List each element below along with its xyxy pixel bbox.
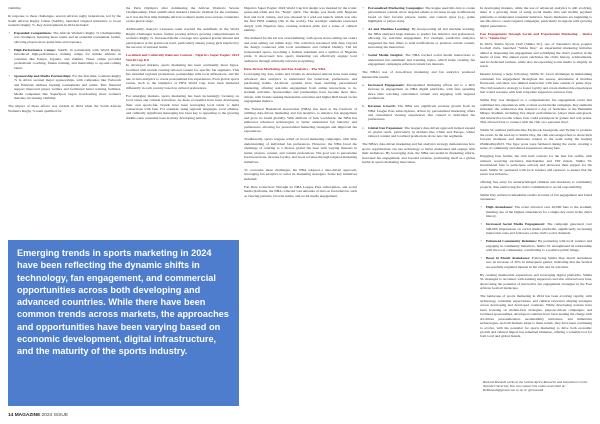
bullet-text: By incorporating AI and machine learning, the NBA analyzed large datasets to predict fan behavior and preferences, allowing for real-time engagement. For example, predictive analytics suggested the best times to send notifications or promote certain content, increasing fan interaction.	[368, 27, 475, 50]
bullet-title: Personalized Marketing Campaigns:	[368, 6, 424, 10]
numbered-item: c. Global Fan Expansion: The league's data-driven approach helped expand its global reach, particularly in markets like China and Europe, where tailored content and localized promotions drove new fan segments.	[362, 125, 475, 139]
numbered-text: The league's data-driven approach helped expand its global reach, particularly in markets like China and Europe, where tailored content and localized promotions drove new fan segments.	[368, 125, 475, 139]
bullet-title: Increased Social Media Engagement:	[486, 222, 546, 227]
paragraph: Engaging fans further, the club held contests for the best fan outfits, with winners receiving exclusive merchandise and VIP tickets. Simba SC incentivized fans to participate actively and showcase their support for the team. Simba SC partnered with local vendors and sponsors to ensure that the event was inclusive,	[480, 154, 592, 177]
paragraph: In developed markets, sports marketing has been continually more hyper-localized with brands creating tailored content for specific fan segments. This has included regional promotions, partnerships with local influencers, and the use of data analytics to create personalized fan experiences. Even global sports events, such as the Olympics or FIFA World Cup, have been marketed differently in each country based on cultural preferences.	[126, 63, 239, 90]
column-2	[126, 6, 239, 124]
numbered-text: The NBA saw significant revenue growth from its NBA League Pass subscriptions, driven by personalized marketing offers and customized viewing experiences that catered to individual fan preferences.	[368, 104, 475, 122]
bullet-item	[480, 222, 592, 235]
bullet-item	[480, 205, 592, 218]
bullet-text: By partnering with local vendors and engaging in community initiatives, Simba SC strengthened its relationship with the local community, contributing to a positive public image.	[486, 239, 592, 252]
paragraph: Nigeria's Super Eagles' 2024 World Cup Kit design was inspired by the iconic green-and-white and the "Naija" spirit. The design was made with Nigerian flair and local culture, and was released in a sold-out launch, which was also the first FIFA ranking (5th in the world). The nostalgic elements resonated deeply with Nigerian fans, evoking national pride and a sense of cultural identity.	[244, 6, 357, 33]
bullet-title: Boost in Match Attendance:	[486, 256, 531, 261]
bullet-title: High Attendance:	[486, 205, 514, 210]
pull-quote-text: Emerging trends in sports marketing in 2024 have been reflecting the dynamic shifts in technology, fan engagement, and commercial opportunities across both developing and advanced countries. While there have been common trends across markets, the approaches and opportunities have been varying based on economic development, digital infrastructure, and the maturity of the sports industry.	[17, 248, 229, 357]
bullet-title: Expanded Competitions:	[14, 31, 52, 35]
page-footer	[8, 413, 68, 418]
paragraph: Traditionally, sports leagues relied on broad marketing campaigns, with little understanding of individual fan preferences. However, the NBA faced the challenge of catering to a diverse global fan base with varying interests in teams, players, content, and content preferences. The goal was to personalize fan interactions, increase loyalty, and boost revenue through targeted marketing initiatives.	[244, 137, 357, 164]
section-heading: Localized and Culturally Relevant Content - Nigeria's Super Eagles' 2024 World Cup Kit	[126, 53, 239, 62]
bullet-text: The campaign generated over 500,000 impressions on social media platforms, significantly increasing interaction rates and followers on the club's social channels.	[486, 222, 592, 236]
paragraph: Leveraging big data, teams and brands in developed nations have been using advanced data analytics to understand fan behaviour, preferences, and purchasing habits. AI-driven systems have been enabling personalized marketing, offering real-time engagement from online interactions to in-stadium activities. Sponsorships and partnerships have become more data-driven, with brands seeking measurable outcomes and higher ROI based on fan engagement metrics.	[244, 72, 357, 103]
paragraph: To overcome these challenges, the NBA adopted a data-driven approach, leveraging fan analytics to tailor its marketing strategies. Some key initiatives included:	[244, 167, 357, 181]
bullet-text: For the first time, women's Rugby 7s in Africa secured major sponsorships, with companies like Vodacom and Emirates Airlines backing tournaments and teams. This financial support improved player welfare and facilitated better training facilities. Media companies like SuperSport began broadcasting more women's matches, increasing visibility.	[14, 73, 121, 101]
page-number: 14	[8, 413, 14, 418]
paragraph: the Paris Olympics after dominating the African Women's Sevens Championship. Their qualification marked a historic moment for the continent, as it was the first time multiple African women's teams were serious contenders on the global stage.	[126, 6, 239, 24]
column-5	[480, 6, 592, 343]
numbered-item: a. Increased Engagement: Personalized marketing efforts led to a 40% increase in engagement on NBA digital platforms, with fans spending more time watching customized content and engaging with targeted promotions.	[362, 82, 475, 101]
bullet-title: Enhanced Community Relations:	[486, 239, 537, 244]
numbered-title: Increased Engagement:	[368, 82, 405, 87]
paragraph: Simba Day was designed as a comprehensive fan engagement event that combined live experiences with a robust social media campaign. Key elements included: the celebration that featured a day of festivities at the Benjamin Mkapa Stadium, including live music performances, player meet-and-greets, and interactive booths where fans could participate in games and win prizes. This allowed fans to connect with the club on a personal level.	[480, 98, 592, 125]
bullet-title: Social Media Insights:	[368, 53, 404, 58]
paragraph: By creating memorable experiences and leveraging digital platforms, Simba SC managed to reconnect with existing supporters and also attracted new fans, showcasing the potential of innovative fan engagement strategies in the East African football landscape.	[480, 272, 592, 291]
bullet-title: AI and Machine Learning:	[368, 27, 411, 32]
paragraph: The NBA's data-driven marketing and fan analytics strategy demonstrates how sports organizations can use technology to better understand and engage with their audiences. By leveraging data, the NBA succeeded in marketing efforts, increased fan engagement, and boosted revenue, positioning itself as a global leader in sports marketing innovation.	[362, 142, 475, 165]
section-heading: Data-Driven Marketing and Fan Analytics - The NBA	[244, 66, 326, 71]
column-3	[244, 6, 357, 202]
paragraph: In developing markets, while the use of advanced analytics is still evolving, there is a growing trend of using social media data and mobile payment platforms to understand consumer behavior. Sports marketers are beginning to use this data to create targeted campaigns, particularly in regions with growing digital penetration.	[480, 6, 592, 28]
paragraph: Additionally, Kenya's Lionesses team reached the semifinals in the World Rugby Challenger Series, further proving Africa's growing competitiveness in women's Rugby 7s. Increased media coverage also sparked greater interest and participation at the grassroots level, particularly among young girls inspired by the success of national teams.	[126, 27, 239, 50]
bullet-text: The event attracted over 20,000 fans to the stadium, marking one of the highest attendances for a single-day event in the club's history.	[486, 205, 592, 219]
column-4	[362, 6, 475, 168]
issue-label: 2024 ISSUE	[41, 413, 69, 418]
paragraph: offering free entry for underprivileged children and donations to community projects, thus reinforcing the club's commitment to social responsibility.	[480, 180, 592, 189]
numbered-text: Personalized marketing efforts led to a 40% increase in engagement on NBA digital platforms, with fans spending more time watching customized content and engaging with targeted promotions.	[368, 82, 475, 101]
bullet-item	[8, 31, 121, 44]
numbered-item: b. Revenue Growth: The NBA saw significant revenue growth from its NBA League Pass subscriptions, driven by personalized marketing offers and customized viewing experiences that catered to individual fan preferences.	[362, 104, 475, 122]
bullet-item	[362, 27, 475, 49]
bullet-text: The league used this data to create personalized content, more targeted emails to increase in-app notifications based on fans' favorite players, teams, and content types (e.g., game highlights or player stats).	[368, 6, 475, 24]
paragraph: The landscape of sports marketing in 2024 has been evolving rapidly, with technology, consumer expectations, and cultural relevance shaping strategies across developing and developed countries. While developing nations have been focusing on mobile-first strategies, purpose-driven campaigns, and localized sponsorships, developed countries have been leading the charge with AI-driven personalization, sustainability initiatives, and immersive technologies. As both markets adapt to these trends, they have been continuing to evolve, with the potential for sports marketing to drive both economic growth and cultural impact has remained immense, offering a valuable tool for both local and global brands.	[480, 294, 592, 339]
numbered-title: Global Fan Expansion:	[368, 125, 404, 130]
bullet-item	[362, 6, 475, 24]
paragraph: Despite having a large following, Simba SC faced challenges in maintaining consistent fan engagement throughout the season. Attendance at matches fluctuated, and there was limited interaction with fans outside of game days. The club needed a strategy to foster loyalty and create memorable experiences that would resonate with both long-time supporters and new fans.	[480, 72, 592, 95]
paragraph: Simba SC utilized platforms like Facebook, Instagram, and Twitter to promote the event. In the lead-up to Simba Day, the club encouraged fans to share their favorite moments and memories related to the team using the hashtag #SimbaDay2023. The hype posts were furthered during the event, creating a sense of community and shared experiences among fans.	[480, 128, 592, 151]
pull-quote-box	[8, 240, 239, 406]
paragraph: In response to these challenges, several African rugby federations, led by the South African Rugby Union (SARU), launched targeted initiatives to boost women's Rugby 7s. Key developments in 2024 included:	[8, 14, 121, 27]
bullet-item	[480, 256, 592, 269]
paragraph: visibility.	[8, 6, 22, 10]
bullet-item	[8, 48, 121, 70]
paragraph: The demand for the kit was overwhelming, with sports stores selling out orders and even selling out within days. The collection resonated with fans, beyond the design connected with local sentiments and cultural identity. The kit transcended sports, becoming a fashion statement and a symbol of Nigerian pride. It showcased how sports marketing can effectively engage local audiences through culturally relevant storytelling.	[244, 36, 357, 63]
bullet-item	[362, 53, 475, 66]
paragraph: The impact of these efforts was evident in 2024 when the South African Women's Rugby 7s team qualified for	[8, 104, 121, 113]
section-heading: Fan Engagement through Social and Experiential Marketing - Simba SC's "Simba Day"	[480, 31, 592, 41]
paragraph: The NBA's use of data-driven marketing and fan analytics produced measurable results:	[362, 70, 475, 79]
bullet-text: The NBA tracked social media interactions to understand fan sentiment and trending topics, which helps creating fan engagement campaigns reflected current fan interests.	[368, 53, 475, 67]
bullet-text: Following Simba Day, match attendance saw an increase of 30% in subsequent games, indicating that the festival successfully reignited interest in the club and its activities.	[486, 256, 592, 269]
numbered-title: Revenue Growth:	[368, 104, 396, 109]
paragraph: For emerging markets, sports marketing has been increasingly focusing on local tastes and cultural narratives. As these economies have been developing their own sports-fan, brands have been leveraging local talent to build connections with fans. For example, using regional languages, local athletes, and culturally significant messaging has been key to appealing to the growing middle-class consumer base in many developing nations.	[126, 93, 239, 120]
bullet-text: The African Women's Rugby 7s Championship was revamped, featuring more teams and an extended tournament format, allowing players more game time and exposure.	[14, 31, 121, 44]
bullet-title: Sponsorship and Media Partnerships:	[14, 73, 72, 78]
author-bio: Richard Mwandi works at the Gothia Africa Research and Innovation Centre Nairobi Univeristy. You can contact him online and email at: ReMwandi@gmail.com or on X: @rmwandi	[483, 380, 588, 393]
bullet-item	[480, 239, 592, 252]
paragraph: Simba Day achieved remarkable results in terms of fan engagement and brand awareness:	[480, 192, 592, 202]
paragraph: Fan Data Collection: Through its NBA League Pass subscription, and social media platforms, the NBA collected vast amounts of data on fan behavior, such as viewing patterns, favorite teams, and social media engagement.	[244, 184, 357, 198]
publication-name: MAGAZINE	[14, 413, 41, 418]
column-1	[8, 6, 121, 117]
bullet-text: SARU, in partnership with World Rugby, introduced high-performance training camps for female athletes in countries like Kenya, Uganda, and Zambia. These camps provided professional coaching, fitness training, and mentorship to up-and-coming talent.	[14, 47, 121, 70]
paragraph: The National Basketball Association (NBA) has been at the forefront of utilizing data-driven marketing and fan analytics to enhance fan engagement and grow its brand globally. With millions of fans worldwide, the NBA has embraced advanced technologies to better understand fan behavior and preferences, allowing for personalized marketing strategies and improved fan experiences.	[244, 107, 357, 134]
paragraph: In 2023, Simba Sports Club (Simba SC), one of Tanzania's most popular football clubs, launched "Simba Day," an experiential marketing initiative aimed at deepening fan engagement and solidifying the club's position in the hearts of fans. The annual event celebrates the club's history, achievements, and its dedicated fanbase, while also incorporating social media to amplify its reach.	[480, 41, 592, 69]
bullet-item	[8, 74, 121, 101]
bullet-title: High-Performance Camps:	[14, 47, 56, 52]
